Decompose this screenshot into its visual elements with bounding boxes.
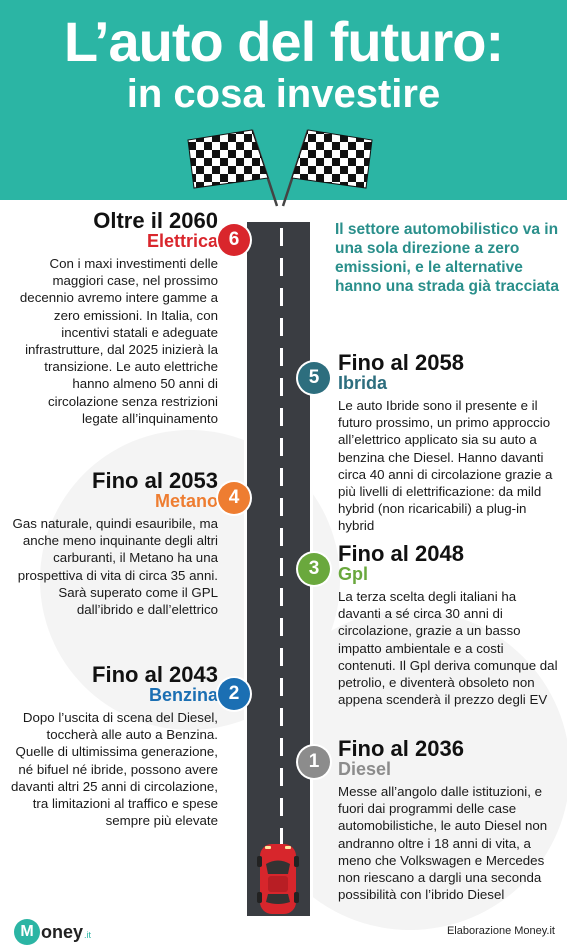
credit-text: Elaborazione Money.it <box>446 925 555 937</box>
checkered-flags-icon <box>180 118 380 208</box>
stage-metano <box>10 470 218 618</box>
stage-description: Messe all’angolo dalle istituzioni, e fuori dai programmi delle case automobilistiche, le auto Diesel non andranno oltre i 18 anni di vita, a meno che Volkswagen e Mercedes non riescano a dargli una seconda possibilità con l’ibrido Diesel <box>338 784 548 903</box>
stage-marker-5: 5 <box>298 362 330 394</box>
stage-description: Dopo l’uscita di scena del Diesel, toccherà alle auto a Benzina. Quelle di ultimissima generazione, né bifuel né ibride, possono avere davanti altri 25 anni di circolazione, tra limitazioni al traffico e spese sempre più elevate <box>11 710 218 829</box>
stage-year: Fino al 2053 <box>92 468 218 493</box>
stage-fuel: Diesel <box>338 759 392 779</box>
money-logo <box>14 918 91 946</box>
stage-fuel: Metano <box>155 491 218 511</box>
stage-fuel: Benzina <box>148 685 218 705</box>
road-lane-marking <box>280 228 283 908</box>
intro-text: Il settore automobilistico va in una sola direzione a zero emissioni, e le alternative hanno una strada già tracciata <box>335 221 559 295</box>
stage-gpl <box>338 543 560 708</box>
stage-description: Le auto Ibride sono il presente e il futuro prossimo, un primo approccio all’elettrico applicato sia su auto a benzina che Diesel. Hanno davanti circa 40 anni di circolazione grazie a più livelli di elettrificazione: da mild hybrid (non ricaricabili) a plug-in hybrid <box>338 398 553 534</box>
stage-benzina <box>10 664 218 829</box>
stage-year: Fino al 2058 <box>338 350 464 375</box>
stage-diesel <box>338 738 560 903</box>
stage-year: Oltre il 2060 <box>93 208 218 233</box>
stage-marker-3: 3 <box>298 553 330 585</box>
stage-fuel: Elettrica <box>146 231 218 251</box>
page-title: L’auto del futuro: <box>63 10 504 73</box>
stage-year: Fino al 2043 <box>92 662 218 687</box>
stage-fuel: Gpl <box>338 564 368 584</box>
stage-marker-1: 1 <box>298 746 330 778</box>
stage-description: Con i maxi investimenti delle maggiori case, nel prossimo decennio avremo intere gamme a zero emissioni. In Italia, con incentivi statali e adeguate infrastrutture, dal 2025 inizierà la transizione. Le auto elettriche hanno almeno 50 anni di circolazione senza restrizioni legate all’inquinamento <box>19 256 218 426</box>
logo-mark: M <box>14 919 40 945</box>
stage-description: La terza scelta degli italiani ha davanti a sé circa 30 anni di circolazione, grazie a un basso impatto ambientale e a costi contenuti. Il Gpl deriva comunque dal petrolio, e diventerà obsoleto non appena scenderà il prezzo degli EV <box>338 589 558 708</box>
stage-elettrica <box>10 210 218 427</box>
stage-year: Fino al 2048 <box>338 541 464 566</box>
stage-marker-4: 4 <box>218 482 250 514</box>
red-car-icon <box>257 842 299 916</box>
page-subtitle: in cosa investire <box>126 72 441 116</box>
stage-marker-6: 6 <box>218 224 250 256</box>
logo-tld: .it <box>84 930 92 940</box>
stage-description: Gas naturale, quindi esauribile, ma anche meno inquinante degli altri carburanti, il Metano ha una prospettiva di vita di circa 35 anni. Sarà superato come il GPL dall’ibrido e dall’elettrico <box>12 516 218 618</box>
stage-year: Fino al 2036 <box>338 736 464 761</box>
logo-text: oney <box>41 921 84 942</box>
stage-ibrida <box>338 352 560 535</box>
stage-marker-2: 2 <box>218 678 250 710</box>
stage-fuel: Ibrida <box>338 373 388 393</box>
